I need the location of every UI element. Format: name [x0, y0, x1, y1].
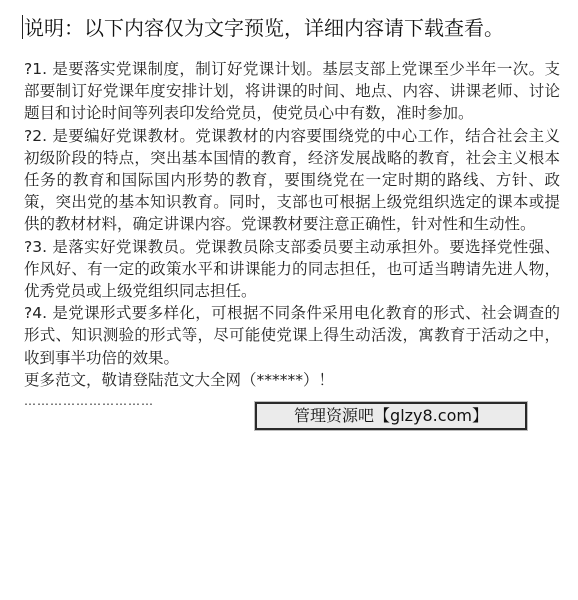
paragraph-4: ?4. 是党课形式要多样化，可根据不同条件采用电化教育的形式、社会调查的形式、知识测验的形式等，尽可能使党课上得生动活泼，寓教育于活动之中，收到事半功倍的效果。: [24, 304, 560, 367]
watermark-banner: 管理资源吧【glzy8.com】: [255, 402, 527, 430]
paragraph-2: ?2. 是要编好党课教材。党课教材的内容要围绕党的中心工作，结合社会主义初级阶段的特点，突出基本国情的教育，经济发展战略的教育，社会主义根本任务的教育和国际国内形势的教育，要围绕党在一定时期的路线、方针、政策，突出党的基本知识教育。同时，支部也可根据上级党组织选定的课本或提供的教材材料，确定讲课内容。党课教材要注意正确性，针对性和生动性。: [24, 126, 560, 234]
ellipsis-dots: …………………………: [24, 394, 154, 409]
preview-notice: 说明：以下内容仅为文字预览，详细内容请下载查看。: [24, 16, 504, 40]
more-templates-line: 更多范文，敬请登陆范文大全网（******）！: [24, 370, 335, 389]
paragraph-1: ?1. 是要落实党课制度，制订好党课计划。基层支部上党课至少半年一次。支部要制订好党课年度安排计划，将讲课的时间、地点、内容、讲课老师、讨论题目和讨论时间等列表印发给党员，使党员心中有数，准时参加。: [24, 60, 560, 123]
document-body: [24, 58, 560, 411]
paragraph-3: ?3. 是落实好党课教员。党课教员除支部委员要主动承担外。要选择党性强、作风好、有一定的政策水平和讲课能力的同志担任，也可适当聘请先进人物，优秀党员或上级党组织同志担任。: [24, 237, 560, 301]
